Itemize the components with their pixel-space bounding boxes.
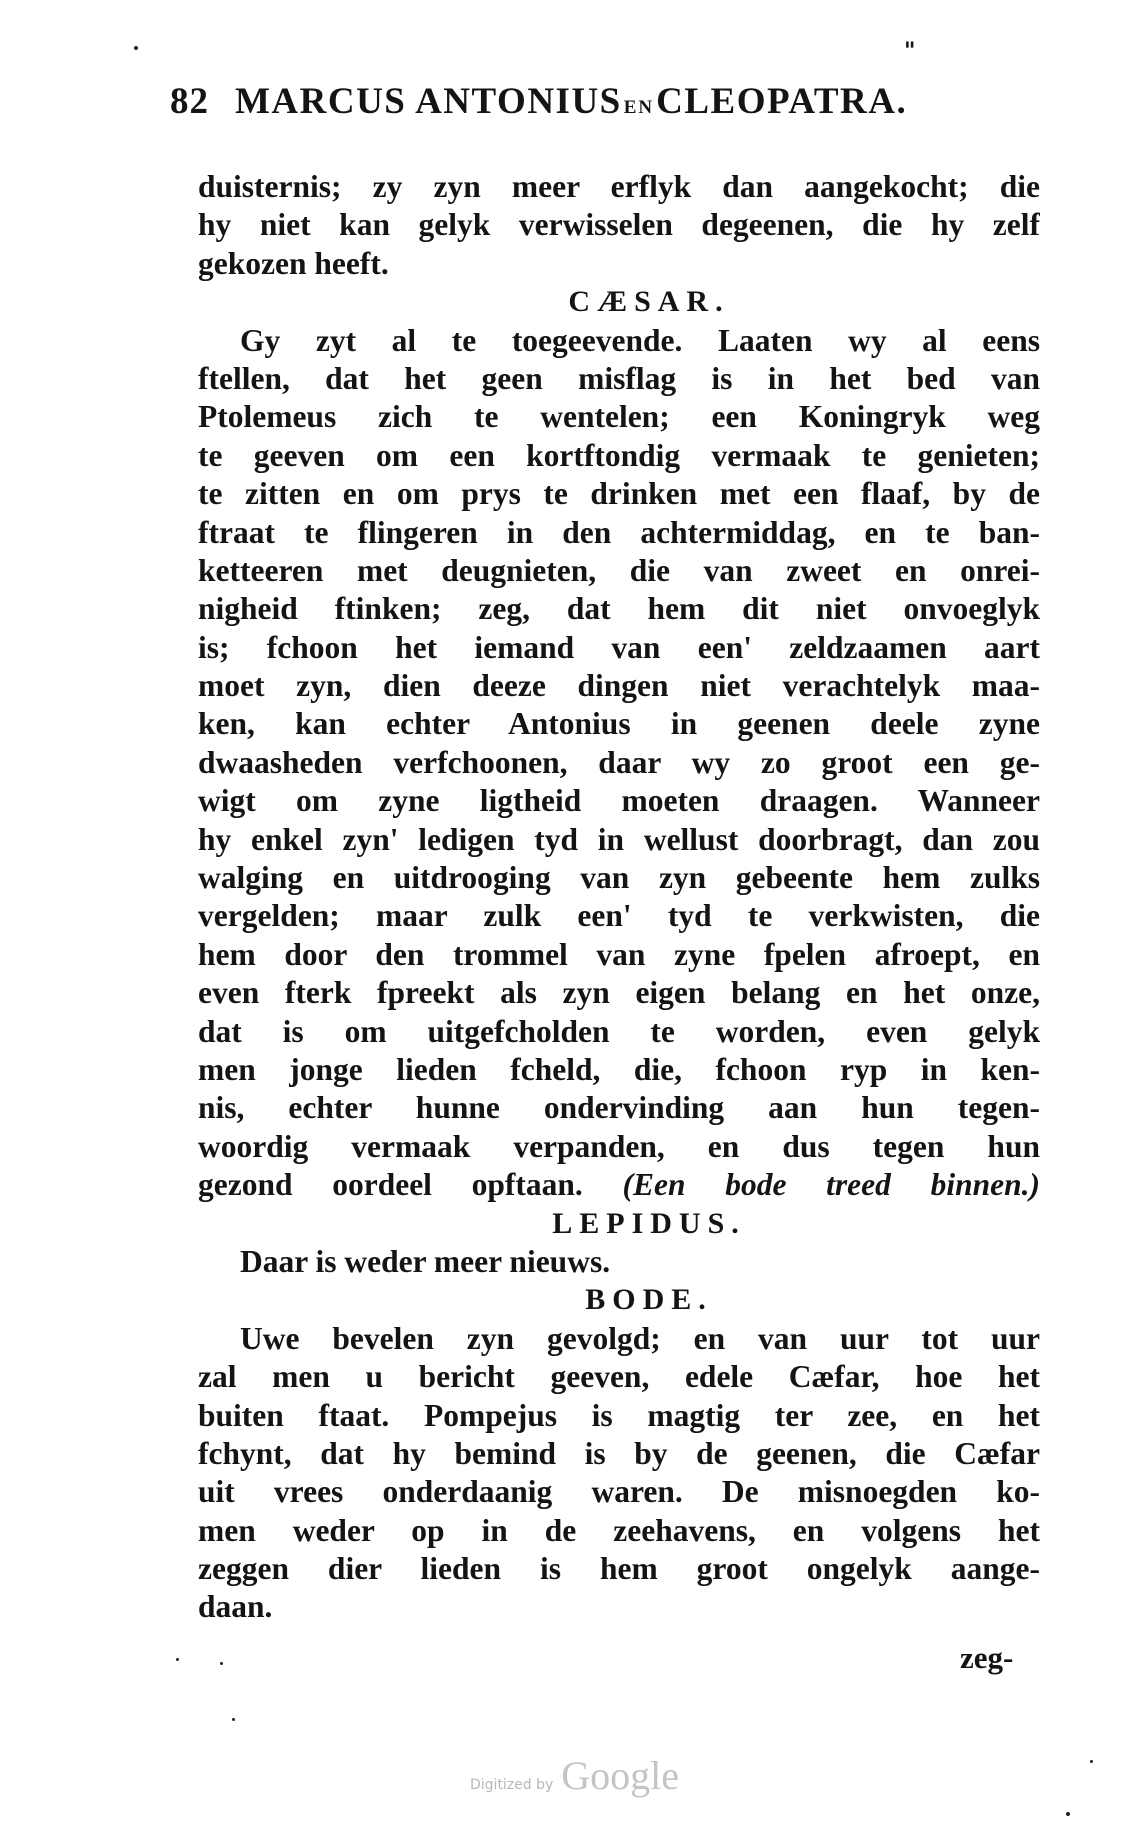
ink-speck (176, 1658, 179, 1661)
ink-speck (1066, 1812, 1070, 1816)
running-header (170, 80, 1020, 130)
text-line: gekozen heeft. (198, 245, 389, 281)
text-line: hem door den trommel van zyne fpelen afroept, en (198, 936, 1040, 972)
header-title-en: EN (623, 97, 655, 118)
header-title-part1: MARCUS ANTONIUS (235, 81, 622, 122)
text-line: vergelden; maar zulk een' tyd te verkwisten, die (198, 898, 1040, 934)
google-logo: Google (561, 1753, 680, 1798)
text-line: Gy zyt al te toegeevende. Laaten wy al eens (240, 322, 1040, 358)
speaker-lepidus: LEPIDUS. (552, 1206, 746, 1240)
ink-speck (232, 1718, 235, 1721)
page-number: 82 (170, 81, 209, 122)
paragraph-bode (198, 1320, 1040, 1627)
text-line: dwaasheden verfchoonen, daar wy zo groot een ge- (198, 744, 1040, 780)
text-line: nis, echter hunne ondervinding aan hun tegen- (198, 1090, 1040, 1126)
text-line-with-stage-direction (198, 1166, 1040, 1204)
ink-speck (220, 1662, 223, 1665)
text-line: even fterk fpreekt als zyn eigen belang en het onze, (198, 975, 1040, 1011)
text-line: Daar is weder meer nieuws. (240, 1243, 611, 1279)
text-line: hy enkel zyn' ledigen tyd in wellust doorbragt, dan zou (198, 821, 1040, 857)
header-title-part2: CLEOPATRA. (656, 81, 908, 122)
text-line: woordig vermaak verpanden, en dus tegen hun (198, 1128, 1040, 1164)
text-line: te zitten en om prys te drinken met een flaaf, by de (198, 476, 1040, 512)
speaker-caesar: CÆSAR. (568, 285, 730, 319)
text-line: ftellen, dat het geen misflag is in het bed van (198, 360, 1040, 396)
text-line: ketteeren met deugnieten, die van zweet en onrei- (198, 552, 1040, 588)
text-line: is; fchoon het iemand van een' zeldzaamen aart (198, 629, 1040, 665)
text-line: fchynt, dat hy bemind is by de geenen, die Cæfar (198, 1435, 1040, 1471)
text-line: hy niet kan gelyk verwisselen degeenen, die hy zelf (198, 207, 1040, 243)
google-watermark (470, 1752, 679, 1799)
text-line: wigt om zyne ligtheid moeten draagen. Wanneer (198, 783, 1040, 819)
text-line: te geeven om een kortftondig vermaak te genieten; (198, 437, 1040, 473)
text-line: buiten ftaat. Pompejus is magtig ter zee, en het (198, 1397, 1040, 1433)
paragraph-continued (198, 168, 1040, 283)
text-line: men jonge lieden fcheld, die, fchoon ryp in ken- (198, 1051, 1040, 1087)
stage-direction: (Een bode treed binnen.) (622, 1167, 1040, 1203)
paragraph-caesar (198, 322, 1040, 1205)
text-line: ftraat te flingeren in den achtermiddag, en te ban- (198, 514, 1040, 550)
text-line: Uwe bevelen zyn gevolgd; en van uur tot uur (240, 1320, 1040, 1356)
catchword: zeg- (960, 1640, 1014, 1675)
body-text (198, 168, 1040, 1627)
text-fragment: gezond oordeel opftaan. (198, 1167, 583, 1203)
text-line: moet zyn, dien deeze dingen niet verachtelyk maa- (198, 668, 1040, 704)
text-line: duisternis; zy zyn meer erflyk dan aangekocht; die (198, 169, 1040, 204)
text-line: nigheid ftinken; zeg, dat hem dit niet onvoeglyk (198, 591, 1040, 627)
ink-speck (134, 46, 138, 50)
text-line: dat is om uitgefcholden te worden, even gelyk (198, 1013, 1040, 1049)
watermark-prefix: Digitized by (470, 1777, 554, 1793)
text-line: daan. (198, 1589, 273, 1625)
ink-speck (1090, 1760, 1093, 1763)
text-line: walging en uitdrooging van zyn gebeente hem zulks (198, 860, 1040, 896)
text-line: Ptolemeus zich te wentelen; een Koningryk weg (198, 399, 1040, 435)
text-line: ken, kan echter Antonius in geenen deele zyne (198, 706, 1040, 742)
text-line: uit vrees onderdaanig waren. De misnoegden ko- (198, 1474, 1040, 1510)
text-line: zal men u bericht geeven, edele Cæfar, hoe het (198, 1359, 1040, 1395)
text-line: zeggen dier lieden is hem groot ongelyk aange- (198, 1551, 1040, 1587)
speaker-bode: BODE. (585, 1283, 713, 1317)
corner-mark: " (904, 38, 916, 64)
text-line: men weder op in de zeehavens, en volgens het (198, 1512, 1040, 1548)
